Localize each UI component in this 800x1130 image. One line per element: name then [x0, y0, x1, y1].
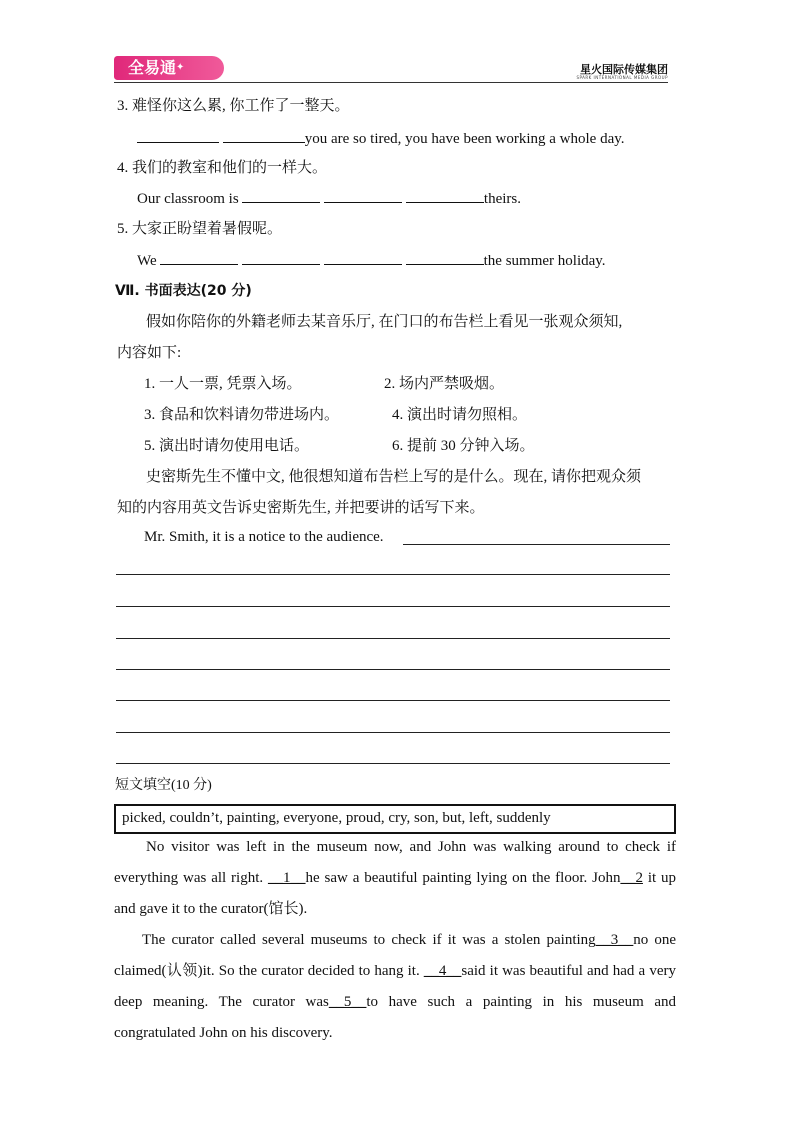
- item-5-prompt: 5. 大家正盼望着暑假呢。: [117, 221, 283, 237]
- cloze-text: everything was all right.: [114, 870, 268, 886]
- answer-blank[interactable]: [160, 250, 238, 265]
- cloze-blank-2[interactable]: __2: [620, 870, 643, 886]
- writing-line[interactable]: [116, 700, 670, 701]
- cloze-text: No visitor was left in the museum now, and John was walking around to check if: [146, 839, 676, 855]
- cloze-text: no one: [633, 932, 676, 948]
- brand-logo: [114, 56, 224, 80]
- answer-blank[interactable]: [324, 188, 402, 203]
- rule-item: 3. 食品和饮料请勿带进场内。: [144, 407, 340, 423]
- cloze-blank-5[interactable]: __5__: [328, 994, 367, 1010]
- cloze-title: 短文填空(10 分): [115, 778, 212, 793]
- section-7-task: 史密斯先生不懂中文, 他很想知道布告栏上写的是什么。现在, 请你把观众须: [146, 469, 642, 485]
- cloze-blank-3[interactable]: __3__: [595, 932, 634, 948]
- word-bank: picked, couldn’t, painting, everyone, proud, cry, son, but, left, suddenly: [114, 804, 676, 834]
- writing-line[interactable]: [116, 732, 670, 733]
- section-7-task-cont: 知的内容用英文告诉史密斯先生, 并把要讲的话写下来。: [117, 500, 485, 516]
- answer-blank[interactable]: [406, 188, 484, 203]
- rule-item: 1. 一人一票, 凭票入场。: [144, 376, 302, 392]
- item-3-prompt: 3. 难怪你这么累, 你工作了一整天。: [117, 98, 350, 114]
- section-7-intro-cont: 内容如下:: [117, 345, 182, 361]
- cloze-blank-1[interactable]: __1__: [268, 870, 306, 886]
- answer-blank[interactable]: [406, 250, 484, 265]
- item-4-head: Our classroom is: [137, 191, 239, 207]
- item-5-head: We: [137, 253, 157, 269]
- section-7-title: Ⅶ. 书面表达(20 分): [115, 283, 252, 299]
- cloze-text: he saw a beautiful painting lying on the floor. John: [305, 870, 621, 886]
- rule-item: 4. 演出时请勿照相。: [392, 407, 528, 423]
- item-3-tail: you are so tired, you have been working a whole day.: [304, 131, 625, 147]
- writing-line[interactable]: [116, 763, 670, 764]
- writing-line[interactable]: [116, 669, 670, 670]
- cloze-paragraph-2: [114, 925, 676, 1049]
- cloze-blank-4[interactable]: __4__: [423, 963, 462, 979]
- cloze-text: claimed(认领)it. So the curator decided to hang it.: [114, 963, 424, 979]
- answer-blank[interactable]: [137, 128, 219, 143]
- logo-text: 全易通: [128, 58, 177, 77]
- writing-line[interactable]: [116, 574, 670, 575]
- section-7-intro: 假如你陪你的外籍老师去某音乐厅, 在门口的布告栏上看见一张观众须知,: [146, 314, 623, 330]
- cloze-text: The curator called several museums to check if it was a stolen painting: [142, 932, 596, 948]
- cloze-text: said it was beautiful and had a: [461, 963, 646, 979]
- item-4-prompt: 4. 我们的教室和他们的一样大。: [117, 160, 328, 176]
- rule-item: 5. 演出时请勿使用电话。: [144, 438, 310, 454]
- answer-blank[interactable]: [242, 250, 320, 265]
- writing-line[interactable]: [116, 606, 670, 607]
- writing-starter: Mr. Smith, it is a notice to the audience.: [144, 529, 384, 545]
- cloze-text: congratulated John on his discovery.: [114, 1025, 333, 1041]
- item-3-answer-line: [137, 128, 625, 149]
- rule-item: 6. 提前 30 分钟入场。: [392, 438, 535, 454]
- rule-item: 2. 场内严禁吸烟。: [384, 376, 505, 392]
- cloze-paragraph-1: [114, 832, 676, 925]
- publisher-name: 星火国际传媒集团: [580, 63, 668, 76]
- writing-line[interactable]: [116, 638, 670, 639]
- cloze-text: to have such a painting in his museum and: [366, 994, 676, 1010]
- answer-blank[interactable]: [223, 128, 305, 143]
- item-4-answer-line: [137, 188, 521, 209]
- answer-blank[interactable]: [324, 250, 402, 265]
- publisher-subtitle: SPARK INTERNATIONAL MEDIA GROUP: [576, 75, 668, 80]
- item-5-answer-line: [137, 250, 606, 271]
- header-divider: [114, 82, 668, 83]
- item-4-tail: theirs.: [483, 191, 521, 207]
- item-5-tail: the summer holiday.: [483, 253, 606, 269]
- star-icon: ✦: [176, 62, 185, 73]
- writing-line[interactable]: [403, 544, 670, 545]
- cloze-text: very deep meaning. The curator was: [114, 963, 676, 1010]
- cloze-text: it up and gave it to the curator(馆长).: [114, 870, 677, 917]
- answer-blank[interactable]: [242, 188, 320, 203]
